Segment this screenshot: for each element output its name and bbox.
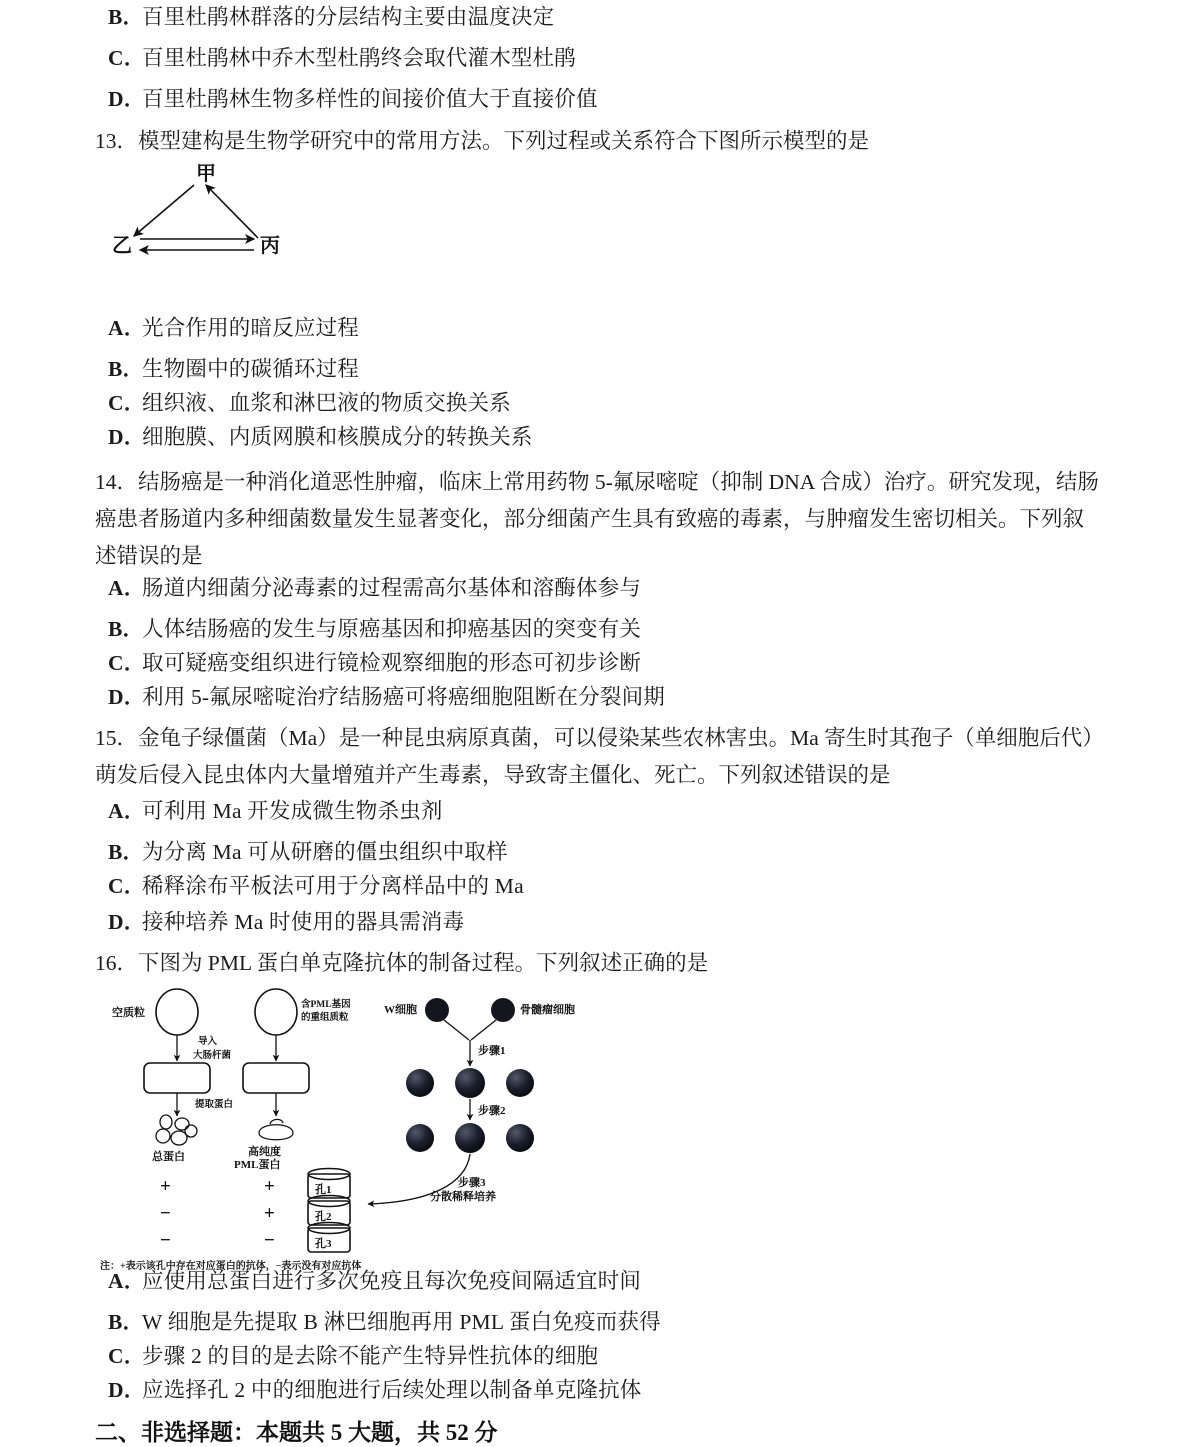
option-text: 百里杜鹃林群落的分层结构主要由温度决定 (142, 5, 555, 29)
option-item (108, 45, 576, 71)
w-cell-icon (425, 998, 449, 1022)
table-cell-r1c1: + (160, 1176, 171, 1197)
option-text: 生物圈中的碳循环过程 (142, 357, 360, 381)
well-3-icon (308, 1223, 350, 1253)
question-15-stem-line: 15．金龟子绿僵菌（Ma）是一种昆虫病原真菌，可以侵染某些农林害虫。Ma 寄生时其孢子（单细胞后代） (95, 726, 1104, 750)
option-label: B． (108, 1310, 145, 1334)
triangle-node-jia-label: 甲 (196, 163, 216, 185)
option-text: 人体结肠癌的发生与原癌基因和抑癌基因的突变有关 (142, 617, 642, 641)
option-label: A． (108, 799, 146, 823)
step-3-label-line2: 分散稀释培养 (430, 1191, 496, 1203)
option-item (108, 424, 533, 450)
option-label: C． (108, 391, 146, 415)
option-text: 细胞膜、内质网膜和核膜成分的转换关系 (142, 425, 533, 449)
option-text: 利用 5-氟尿嘧啶治疗结肠癌可将癌细胞阻断在分裂间期 (142, 685, 665, 709)
arrow-jia-to-yi (134, 185, 194, 236)
table-cell-r2c2: + (264, 1203, 275, 1224)
option-item (108, 1268, 641, 1294)
option-item (108, 356, 359, 382)
myeloma-cell-icon (491, 998, 515, 1022)
option-label: D． (108, 685, 146, 709)
question-15-stem-line: 萌发后侵入昆虫体内大量增殖并产生毒素，导致寄主僵化、死亡。下列叙述错误的是 (95, 763, 891, 787)
pml-protein-icon (259, 1119, 293, 1139)
question-14-stem-line: 癌患者肠道内多种细菌数量发生显著变化，部分细菌产生具有致癌的毒素，与肿瘤发生密切相关。下列叙 (95, 507, 1085, 531)
well-3-label: 孔3 (315, 1238, 332, 1250)
option-label: C． (108, 1344, 146, 1368)
option-label: D． (108, 425, 146, 449)
option-item (108, 684, 665, 710)
pml-protein-label-line2: PML蛋白 (234, 1159, 281, 1171)
option-text: 组织液、血浆和淋巴液的物质交换关系 (142, 391, 511, 415)
pml-monoclonal-antibody-figure (100, 988, 720, 1273)
option-label: B． (108, 5, 145, 29)
pml-protein-label-line1: 高纯度 (248, 1146, 281, 1158)
option-item (108, 4, 554, 30)
question-14-stem-line: 述错误的是 (95, 544, 203, 568)
step-1-label: 步骤1 (478, 1045, 506, 1057)
option-text: 光合作用的暗反应过程 (142, 316, 360, 340)
ecoli-box-left (144, 1063, 210, 1093)
option-item (108, 616, 641, 642)
table-cell-r3c2: − (264, 1230, 275, 1251)
recombinant-plasmid-icon (255, 989, 297, 1035)
option-label: A． (108, 316, 146, 340)
well-2-icon (308, 1196, 350, 1226)
option-text: 取可疑癌变组织进行镜检观察细胞的形态可初步诊断 (142, 651, 642, 675)
total-protein-label: 总蛋白 (152, 1151, 185, 1163)
option-text: 步骤 2 的目的是去除不能产生特异性抗体的细胞 (142, 1344, 599, 1368)
option-item (108, 1309, 661, 1335)
option-text: 百里杜鹃林中乔木型杜鹃终会取代灌木型杜鹃 (142, 46, 577, 70)
table-cell-r3c1: − (160, 1230, 171, 1251)
option-text: 肠道内细菌分泌毒素的过程需高尔基体和溶酶体参与 (142, 576, 642, 600)
ecoli-box-right (243, 1063, 309, 1093)
option-item (108, 839, 508, 865)
option-text: 应使用总蛋白进行多次免疫且每次免疫间隔适宜时间 (142, 1269, 642, 1293)
question-13-stem (95, 127, 869, 156)
empty-plasmid-icon (156, 989, 198, 1035)
option-label: C． (108, 874, 146, 898)
option-label: C． (108, 46, 146, 70)
question-14-stem-line: 14．结肠癌是一种消化道恶性肿瘤，临床上常用药物 5-氟尿嘧啶（抑制 DNA 合成）治疗。研究发现，结肠 (95, 470, 1099, 494)
option-item (108, 315, 359, 341)
triangle-model-figure (100, 155, 320, 305)
fused-cell (455, 1068, 485, 1098)
empty-plasmid-label: 空质粒 (112, 1007, 145, 1019)
arrow-bing-to-jia (206, 185, 258, 238)
option-text: W 细胞是先提取 B 淋巴细胞再用 PML 蛋白免疫而获得 (142, 1310, 661, 1334)
fusion-line-right (471, 1020, 496, 1040)
step-2-label: 步骤2 (478, 1105, 506, 1117)
question-stem-text: 模型建构是生物学研究中的常用方法。下列过程或关系符合下图所示模型的是 (138, 129, 870, 153)
option-item (108, 798, 443, 824)
option-item (108, 873, 524, 899)
option-text: 应选择孔 2 中的细胞进行后续处理以制备单克隆抗体 (142, 1378, 642, 1402)
option-item (108, 1377, 642, 1403)
transform-step-label-line1: 导入 (198, 1037, 218, 1047)
question-number: 13． (95, 129, 139, 153)
selected-cell (406, 1124, 434, 1152)
option-label: D． (108, 87, 146, 111)
option-text: 为分离 Ma 可从研磨的僵虫组织中取样 (142, 840, 508, 864)
table-cell-r2c1: − (160, 1203, 171, 1224)
option-label: A． (108, 576, 146, 600)
fused-cell (506, 1069, 534, 1097)
selected-cell (455, 1123, 485, 1153)
option-item (108, 909, 464, 935)
well-1-icon (308, 1169, 350, 1199)
option-item (108, 1343, 598, 1369)
option-item (108, 575, 641, 601)
option-item (108, 650, 641, 676)
option-label: B． (108, 840, 145, 864)
extract-protein-label: 提取蛋白 (195, 1100, 234, 1110)
option-text: 可利用 Ma 开发成微生物杀虫剂 (142, 799, 443, 823)
option-label: D． (108, 1378, 146, 1402)
fused-cell (406, 1069, 434, 1097)
option-text: 稀释涂布平板法可用于分离样品中的 Ma (142, 874, 524, 898)
option-text: 接种培养 Ma 时使用的器具需消毒 (142, 910, 465, 934)
w-cell-label: W细胞 (384, 1004, 417, 1016)
selected-cell (506, 1124, 534, 1152)
recombinant-plasmid-label-line2: 的重组质粒 (301, 1013, 349, 1023)
question-16-stem: 16．下图为 PML 蛋白单克隆抗体的制备过程。下列叙述正确的是 (95, 951, 709, 975)
recombinant-plasmid-label-line1: 含PML基因 (301, 1000, 351, 1010)
option-label: D． (108, 910, 146, 934)
figure-note: 注：+表示该孔中存在对应蛋白的抗体，−表示没有对应抗体 (100, 1261, 362, 1272)
myeloma-cell-label: 骨髓瘤细胞 (520, 1004, 575, 1016)
option-label: C． (108, 651, 146, 675)
step-3-label-line1: 步骤3 (458, 1177, 486, 1189)
triangle-node-yi-label: 乙 (112, 235, 132, 257)
well-1-label: 孔1 (315, 1184, 332, 1196)
option-item (108, 390, 511, 416)
option-label: B． (108, 357, 145, 381)
option-label: A． (108, 1269, 146, 1293)
well-2-label: 孔2 (315, 1211, 332, 1223)
option-label: B． (108, 617, 145, 641)
fusion-line-left (444, 1020, 469, 1040)
transform-step-label-line2: 大肠杆菌 (193, 1051, 232, 1061)
total-protein-icon (156, 1115, 197, 1145)
section-two-heading: 二、非选择题：本题共 5 大题，共 52 分 (95, 1420, 498, 1445)
option-item (108, 86, 598, 112)
option-text: 百里杜鹃林生物多样性的间接价值大于直接价值 (142, 87, 598, 111)
table-cell-r1c2: + (264, 1176, 275, 1197)
triangle-node-bing-label: 丙 (260, 235, 280, 257)
